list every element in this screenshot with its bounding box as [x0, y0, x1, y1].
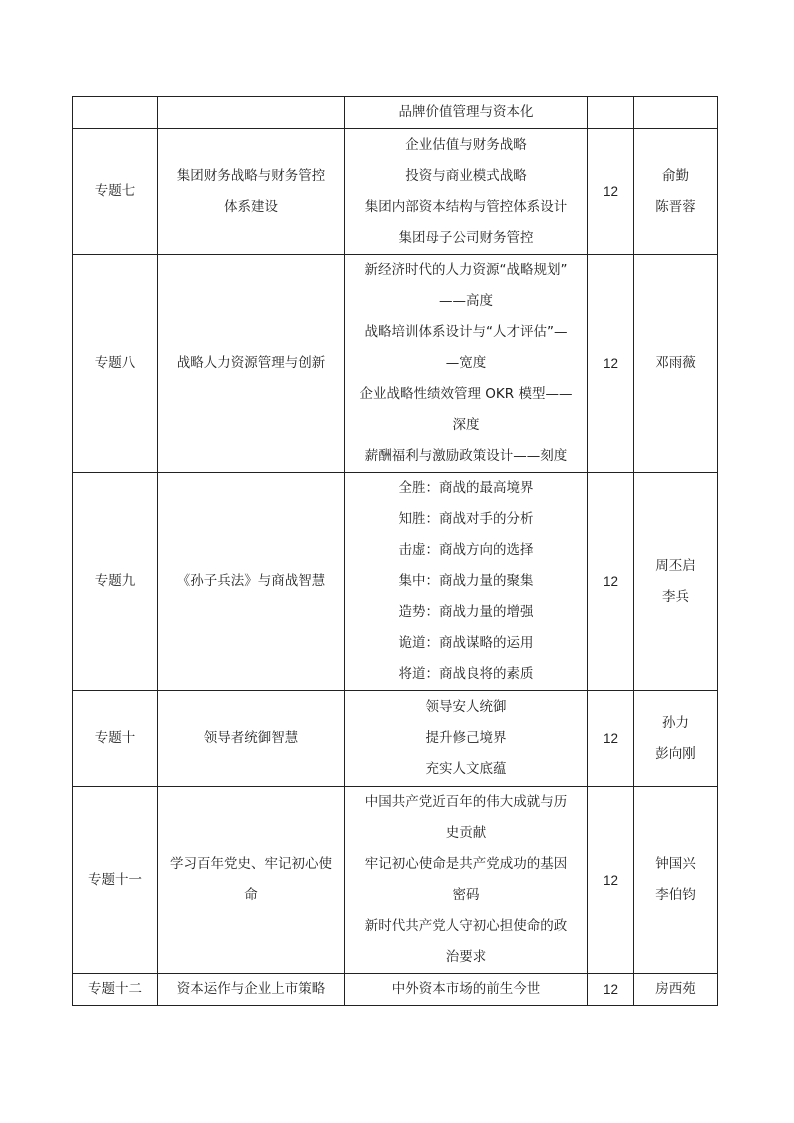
content-item: 牢记初心使命是共产党成功的基因: [364, 856, 568, 872]
hours-cell: [588, 974, 634, 1006]
hours-value: 12: [602, 731, 619, 746]
content-item: 集团母子公司财务管控: [398, 229, 534, 246]
course-title-cell: [158, 97, 345, 129]
course-title-cell: [158, 974, 345, 1006]
table-row: [73, 787, 718, 974]
content-item: 企业估值与财务战略: [405, 136, 527, 153]
teacher-name: 俞勤: [662, 167, 689, 184]
course-title-cell: [158, 473, 345, 691]
teacher-name: 邓雨薇: [655, 355, 696, 371]
content-item: 战略培训体系设计与“人才评估”—: [364, 324, 568, 340]
course-title-cell: [158, 129, 345, 255]
course-title-line: 学习百年党史、牢记初心使: [170, 856, 332, 872]
content-item: 密码: [452, 887, 480, 903]
content-item: 企业战略性绩效管理 OKR 模型——: [359, 386, 573, 402]
content-item: 全胜：商战的最高境界: [398, 480, 534, 496]
topic-label: 专题八: [94, 355, 136, 371]
table-row: [73, 255, 718, 473]
content-item: 集中：商战力量的聚集: [398, 573, 534, 589]
content-item: 充实人文底蕴: [425, 761, 507, 777]
table-row: [73, 97, 718, 129]
topic-label: 专题十二: [88, 981, 142, 997]
course-title-line: 体系建设: [224, 198, 278, 215]
content-item: 造势：商战力量的增强: [398, 604, 534, 620]
content-item: 史贡献: [445, 825, 487, 841]
content-item: 品牌价值管理与资本化: [398, 104, 534, 120]
topic-cell: [73, 787, 158, 974]
table-row: [73, 473, 718, 691]
content-item: 提升修己境界: [425, 730, 507, 746]
table-row: [73, 129, 718, 255]
course-title-line: 领导者统御智慧: [203, 730, 299, 746]
teacher-cell: [634, 473, 718, 691]
course-title-cell: [158, 255, 345, 473]
hours-cell: [588, 255, 634, 473]
content-item: 治要求: [445, 949, 487, 965]
teacher-cell: [634, 974, 718, 1006]
course-content-cell: [345, 787, 588, 974]
content-item: 中国共产党近百年的伟大成就与历: [364, 794, 568, 810]
content-item: 新经济时代的人力资源“战略规划”: [364, 262, 568, 278]
topic-cell: [73, 691, 158, 787]
teacher-name: 房西苑: [655, 981, 696, 997]
course-title-line: 命: [244, 887, 258, 903]
topic-cell: [73, 255, 158, 473]
teacher-name: 彭向刚: [655, 745, 696, 762]
table-row: [73, 691, 718, 787]
content-item: 将道：商战良将的素质: [398, 666, 534, 682]
table-body: [73, 97, 718, 1006]
course-content-cell: [345, 473, 588, 691]
hours-cell: [588, 97, 634, 129]
course-content-cell: [345, 691, 588, 787]
teacher-cell: [634, 255, 718, 473]
course-title-cell: [158, 691, 345, 787]
hours-value: 12: [602, 872, 619, 888]
content-item: 新时代共产党人守初心担使命的政: [364, 918, 568, 934]
course-title-line: 战略人力资源管理与创新: [176, 355, 326, 371]
hours-value: 12: [602, 574, 619, 589]
topic-label: 专题十一: [88, 871, 142, 888]
teacher-name: 钟国兴: [655, 856, 696, 872]
course-title-line: 集团财务战略与财务管控: [176, 167, 326, 184]
course-content-cell: [345, 97, 588, 129]
course-title-cell: [158, 787, 345, 974]
course-title-line: 资本运作与企业上市策略: [176, 981, 326, 997]
course-schedule-table: [72, 96, 718, 1006]
hours-value: 12: [602, 982, 619, 997]
hours-value: 12: [602, 356, 619, 371]
content-item: 薪酬福利与激励政策设计——刻度: [364, 448, 568, 464]
topic-cell: [73, 97, 158, 129]
topic-label: 专题七: [94, 183, 136, 199]
content-item: ——高度: [439, 293, 493, 309]
course-content-cell: [345, 129, 588, 255]
content-item: 深度: [452, 417, 480, 433]
content-item: 投资与商业模式战略: [405, 167, 527, 184]
content-item: 诡道：商战谋略的运用: [398, 635, 534, 651]
topic-cell: [73, 129, 158, 255]
teacher-name: 周丕启: [655, 557, 696, 574]
topic-label: 专题九: [94, 573, 136, 589]
hours-value: 12: [602, 184, 619, 199]
teacher-cell: [634, 97, 718, 129]
hours-cell: [588, 473, 634, 691]
content-item: 知胜：商战对手的分析: [398, 511, 534, 527]
hours-cell: [588, 129, 634, 255]
topic-cell: [73, 473, 158, 691]
content-item: 领导安人统御: [425, 699, 507, 715]
teacher-cell: [634, 691, 718, 787]
hours-cell: [588, 691, 634, 787]
table-row: [73, 974, 718, 1006]
teacher-name: 陈晋蓉: [655, 198, 696, 215]
course-content-cell: [345, 255, 588, 473]
course-content-cell: [345, 974, 588, 1006]
teacher-cell: [634, 129, 718, 255]
teacher-name: 孙力: [662, 714, 689, 731]
course-title-line: 《孙子兵法》与商战智慧: [176, 573, 326, 589]
teacher-name: 李兵: [662, 588, 689, 605]
teacher-name: 李伯钧: [655, 887, 696, 903]
teacher-cell: [634, 787, 718, 974]
topic-label: 专题十: [94, 730, 136, 746]
content-item: —宽度: [445, 355, 487, 371]
topic-cell: [73, 974, 158, 1006]
content-item: 中外资本市场的前生今世: [391, 981, 541, 997]
content-item: 击虚：商战方向的选择: [398, 542, 534, 558]
content-item: 集团内部资本结构与管控体系设计: [364, 198, 568, 215]
hours-cell: [588, 787, 634, 974]
